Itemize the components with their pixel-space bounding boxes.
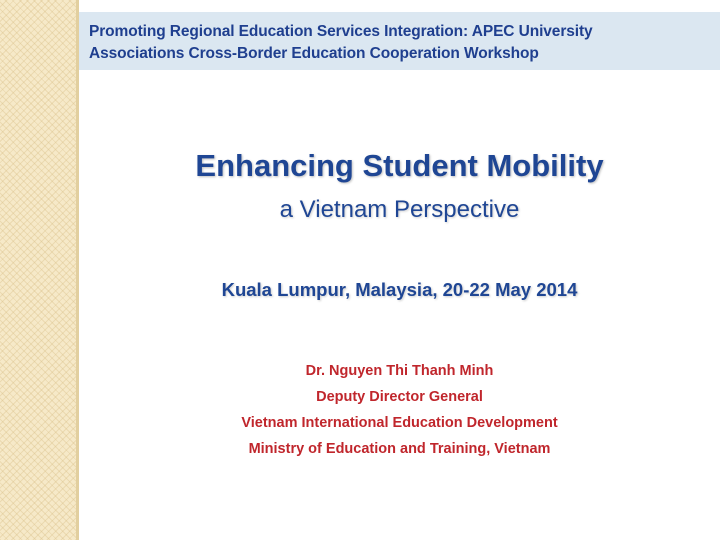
presenter-name: Dr. Nguyen Thi Thanh Minh <box>305 363 494 379</box>
decorative-side-strip <box>0 0 76 540</box>
presenter-ministry: Ministry of Education and Training, Vietnam <box>248 441 551 457</box>
workshop-header <box>79 12 720 70</box>
header-line-2: Associations Cross-Border Education Cooperation Workshop <box>89 45 539 62</box>
presenter-position: Deputy Director General <box>316 389 483 405</box>
event-location-date: Kuala Lumpur, Malaysia, 20-22 May 2014 <box>221 279 578 300</box>
header-line-1: Promoting Regional Education Services Integration: APEC University <box>89 23 593 40</box>
presenter-organization: Vietnam International Education Development <box>241 415 558 431</box>
presenter-block <box>79 358 720 462</box>
slide-subtitle: a Vietnam Perspective <box>279 196 520 223</box>
slide-title: Enhancing Student Mobility <box>195 148 604 183</box>
